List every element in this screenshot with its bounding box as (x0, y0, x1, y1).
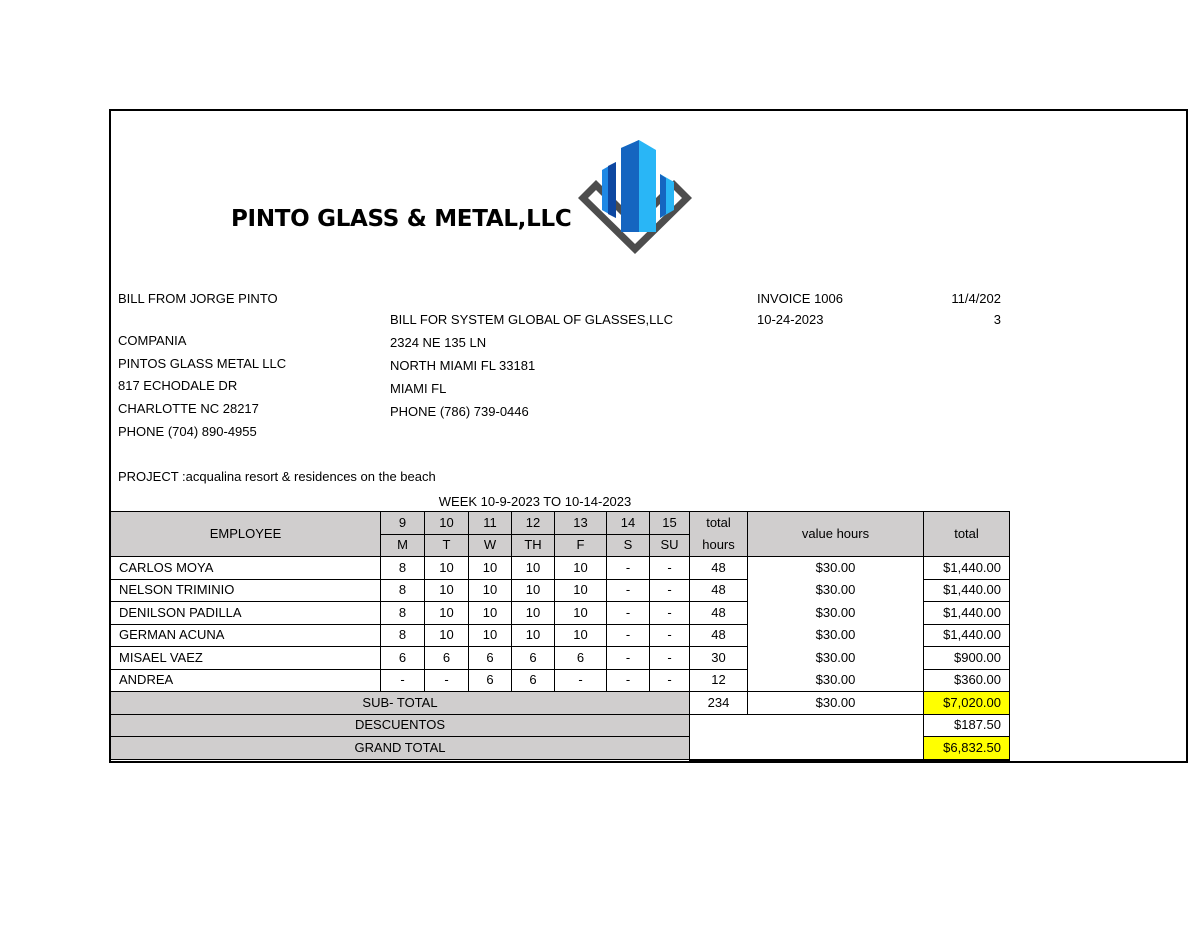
table-row (111, 557, 1010, 580)
row-total-cell: $1,440.00 (924, 602, 1010, 625)
employee-name: GERMAN ACUNA (111, 624, 381, 647)
hours-cell: - (607, 557, 650, 580)
hours-cell: 6 (469, 669, 512, 692)
hours-cell: - (607, 647, 650, 670)
day-abbr: TH (512, 534, 555, 557)
hours-cell: - (650, 669, 690, 692)
rate-cell: $30.00 (748, 602, 924, 625)
grand-total-amount: $6,832.50 (924, 737, 1010, 760)
employee-name: DENILSON PADILLA (111, 602, 381, 625)
employee-name: CARLOS MOYA (111, 557, 381, 580)
hours-cell: 10 (469, 602, 512, 625)
day-abbr: T (425, 534, 469, 557)
hours-cell: 10 (469, 579, 512, 602)
subtotal-rate: $30.00 (748, 692, 924, 715)
day-number: 12 (512, 512, 555, 535)
week-range: WEEK 10-9-2023 TO 10-14-2023 (438, 494, 632, 509)
day-number: 9 (381, 512, 425, 535)
total-hours-cell: 12 (690, 669, 748, 692)
total-header: total (924, 512, 1010, 557)
bill-from-line: COMPANIA (118, 333, 187, 348)
bill-from-line: PHONE (704) 890-4955 (118, 424, 257, 439)
total-hours-cell: 48 (690, 579, 748, 602)
discounts-amount: $187.50 (924, 714, 1010, 737)
hours-cell: 6 (425, 647, 469, 670)
invoice-date-part2: 3 (993, 312, 1001, 327)
hours-cell: 10 (425, 602, 469, 625)
hours-cell: - (650, 579, 690, 602)
hours-cell: - (607, 669, 650, 692)
subtotal-hours: 234 (690, 692, 748, 715)
hours-cell: - (650, 647, 690, 670)
bill-for-line: NORTH MIAMI FL 33181 (390, 358, 536, 373)
row-total-cell: $1,440.00 (924, 579, 1010, 602)
hours-cell: 10 (469, 557, 512, 580)
hours-cell: 8 (381, 557, 425, 580)
hours-cell: 6 (555, 647, 607, 670)
table-row (111, 624, 1010, 647)
invoice-number: INVOICE 1006 (757, 291, 843, 306)
table-row (111, 602, 1010, 625)
hours-cell: 6 (381, 647, 425, 670)
day-abbr: M (381, 534, 425, 557)
table-row (111, 669, 1010, 692)
row-total-cell: $360.00 (924, 669, 1010, 692)
subtotal-label: SUB- TOTAL (111, 692, 690, 715)
hours-cell: 8 (381, 624, 425, 647)
discounts-row (111, 714, 1010, 737)
table-row (111, 647, 1010, 670)
bill-for-line: BILL FOR SYSTEM GLOBAL OF GLASSES,LLC (390, 312, 673, 327)
hours-cell: 10 (469, 624, 512, 647)
bill-from-line: CHARLOTTE NC 28217 (118, 401, 259, 416)
day-number: 15 (650, 512, 690, 535)
hours-cell: 10 (425, 624, 469, 647)
hours-cell: 10 (425, 557, 469, 580)
value-hours-header: value hours (748, 512, 924, 557)
subtotal-row (111, 692, 1010, 715)
company-title: PINTO GLASS & METAL,LLC (231, 206, 572, 232)
hours-cell: - (607, 602, 650, 625)
employee-name: NELSON TRIMINIO (111, 579, 381, 602)
day-number: 10 (425, 512, 469, 535)
row-total-cell: $900.00 (924, 647, 1010, 670)
employee-name: ANDREA (111, 669, 381, 692)
day-abbr: F (555, 534, 607, 557)
bill-for-line: 2324 NE 135 LN (390, 335, 487, 350)
hours-cell: 10 (512, 602, 555, 625)
hours-cell: 6 (512, 647, 555, 670)
total-hours-header-bottom: hours (690, 534, 748, 557)
row-total-cell: $1,440.00 (924, 557, 1010, 580)
hours-cell: 10 (555, 624, 607, 647)
total-hours-header-top: total (690, 512, 748, 535)
grand-total-label: GRAND TOTAL (111, 737, 690, 760)
bill-for-line: MIAMI FL (390, 381, 447, 396)
rate-cell: $30.00 (748, 647, 924, 670)
invoice-date: 10-24-2023 (757, 312, 824, 327)
hours-cell: - (650, 602, 690, 625)
hours-cell: - (607, 624, 650, 647)
hours-cell: - (381, 669, 425, 692)
total-hours-cell: 48 (690, 624, 748, 647)
day-abbr: SU (650, 534, 690, 557)
hours-cell: 10 (512, 624, 555, 647)
day-number: 14 (607, 512, 650, 535)
hours-cell: 6 (512, 669, 555, 692)
hours-table (110, 511, 1010, 761)
hours-cell: 10 (555, 579, 607, 602)
rate-cell: $30.00 (748, 557, 924, 580)
discounts-label: DESCUENTOS (111, 714, 690, 737)
day-number: 11 (469, 512, 512, 535)
hours-cell: 10 (555, 602, 607, 625)
hours-cell: 8 (381, 602, 425, 625)
hours-cell: 6 (469, 647, 512, 670)
total-hours-cell: 48 (690, 557, 748, 580)
row-total-cell: $1,440.00 (924, 624, 1010, 647)
hours-cell: - (607, 579, 650, 602)
day-number: 13 (555, 512, 607, 535)
total-hours-cell: 30 (690, 647, 748, 670)
company-logo (576, 138, 694, 256)
project-line: PROJECT :acqualina resort & residences on the beach (118, 469, 436, 484)
hours-cell: 10 (425, 579, 469, 602)
hours-cell: - (425, 669, 469, 692)
bill-from-line: 817 ECHODALE DR (118, 378, 238, 393)
hours-cell: 10 (512, 557, 555, 580)
hours-cell: 10 (512, 579, 555, 602)
bill-from-label: BILL FROM JORGE PINTO (118, 291, 278, 306)
rate-cell: $30.00 (748, 624, 924, 647)
hours-cell: 8 (381, 579, 425, 602)
invoice-date-part1: 11/4/202 (951, 291, 1001, 306)
table-row (111, 579, 1010, 602)
hours-cell: - (650, 624, 690, 647)
day-abbr: S (607, 534, 650, 557)
blank-summary-cell (690, 714, 924, 760)
hours-cell: - (650, 557, 690, 580)
day-abbr: W (469, 534, 512, 557)
bill-from-line: PINTOS GLASS METAL LLC (118, 356, 287, 371)
header-row-days (111, 512, 1010, 535)
employee-header: EMPLOYEE (111, 512, 381, 557)
rate-cell: $30.00 (748, 669, 924, 692)
total-hours-cell: 48 (690, 602, 748, 625)
hours-cell: 10 (555, 557, 607, 580)
rate-cell: $30.00 (748, 579, 924, 602)
employee-name: MISAEL VAEZ (111, 647, 381, 670)
subtotal-amount: $7,020.00 (924, 692, 1010, 715)
bill-for-line: PHONE (786) 739-0446 (390, 404, 529, 419)
hours-cell: - (555, 669, 607, 692)
